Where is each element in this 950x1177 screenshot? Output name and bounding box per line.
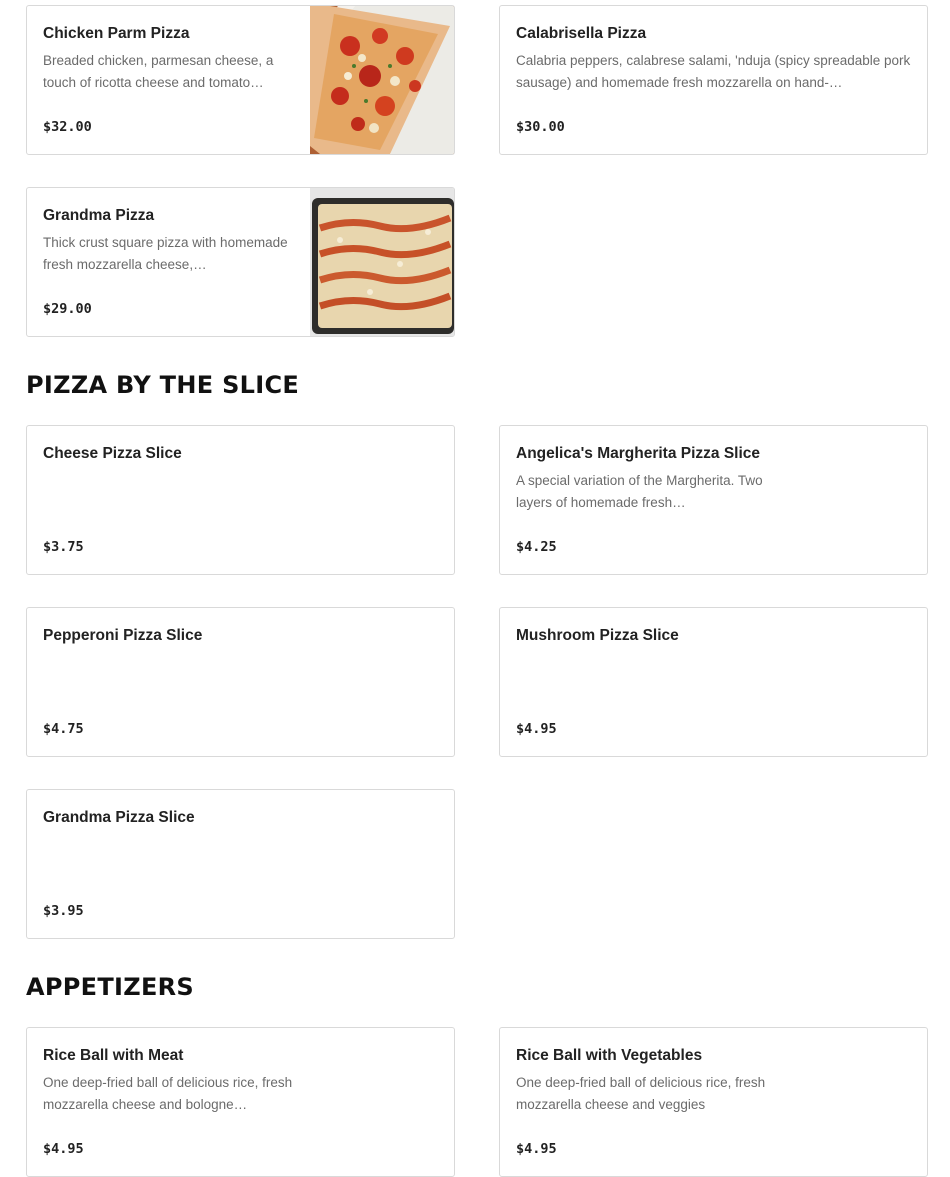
item-price: $4.95 <box>43 1141 84 1157</box>
item-price: $30.00 <box>516 119 565 135</box>
item-price: $3.75 <box>43 539 84 555</box>
square-pizza-photo <box>310 188 454 336</box>
item-price: $4.95 <box>516 1141 557 1157</box>
item-description: One deep-fried ball of delicious rice, fresh mozzarella cheese and veggies <box>516 1075 766 1112</box>
item-name: Rice Ball with Vegetables <box>516 1047 703 1064</box>
item-name: Grandma Pizza Slice <box>43 809 195 826</box>
pizza-slice-photo <box>310 6 454 154</box>
menu-item-pepperoni-pizza-slice[interactable] <box>26 607 455 757</box>
section-title-appetizers: APPETIZERS <box>26 973 195 1001</box>
menu-item-grandma-pizza[interactable] <box>26 187 455 337</box>
menu-item-chicken-parm-pizza[interactable] <box>26 5 455 155</box>
item-price: $4.95 <box>516 721 557 737</box>
item-price: $32.00 <box>43 119 92 135</box>
item-description: Thick crust square pizza with homemade fresh mozzarella cheese,… <box>43 235 288 272</box>
item-price: $4.75 <box>43 721 84 737</box>
menu-item-calabrisella-pizza[interactable] <box>499 5 928 155</box>
item-name: Calabrisella Pizza <box>516 25 647 42</box>
item-price: $3.95 <box>43 903 84 919</box>
item-name: Mushroom Pizza Slice <box>516 627 679 644</box>
item-name: Grandma Pizza <box>43 207 155 224</box>
item-description: A special variation of the Margherita. Two layers of homemade fresh… <box>516 473 763 510</box>
menu-item-mushroom-pizza-slice[interactable] <box>499 607 928 757</box>
menu-item-rice-ball-vegetables[interactable] <box>499 1027 928 1177</box>
item-description: Breaded chicken, parmesan cheese, a touch of ricotta cheese and tomato… <box>43 53 274 90</box>
menu-item-margherita-pizza-slice[interactable] <box>499 425 928 575</box>
item-name: Rice Ball with Meat <box>43 1047 184 1064</box>
item-price: $29.00 <box>43 301 92 317</box>
item-description: One deep-fried ball of delicious rice, fresh mozzarella cheese and bologne… <box>43 1075 293 1112</box>
item-name: Angelica's Margherita Pizza Slice <box>516 445 761 462</box>
item-price: $4.25 <box>516 539 557 555</box>
menu-item-cheese-pizza-slice[interactable] <box>26 425 455 575</box>
item-description: Calabria peppers, calabrese salami, 'nduja (spicy spreadable pork sausage) and homemade fresh mozzarella on hand-… <box>516 53 911 90</box>
menu-item-grandma-pizza-slice[interactable] <box>26 789 455 939</box>
item-name: Chicken Parm Pizza <box>43 25 190 42</box>
item-name: Pepperoni Pizza Slice <box>43 627 203 644</box>
item-name: Cheese Pizza Slice <box>43 445 182 462</box>
menu-item-rice-ball-meat[interactable] <box>26 1027 455 1177</box>
section-title-pizza-by-the-slice: PIZZA BY THE SLICE <box>26 371 300 399</box>
